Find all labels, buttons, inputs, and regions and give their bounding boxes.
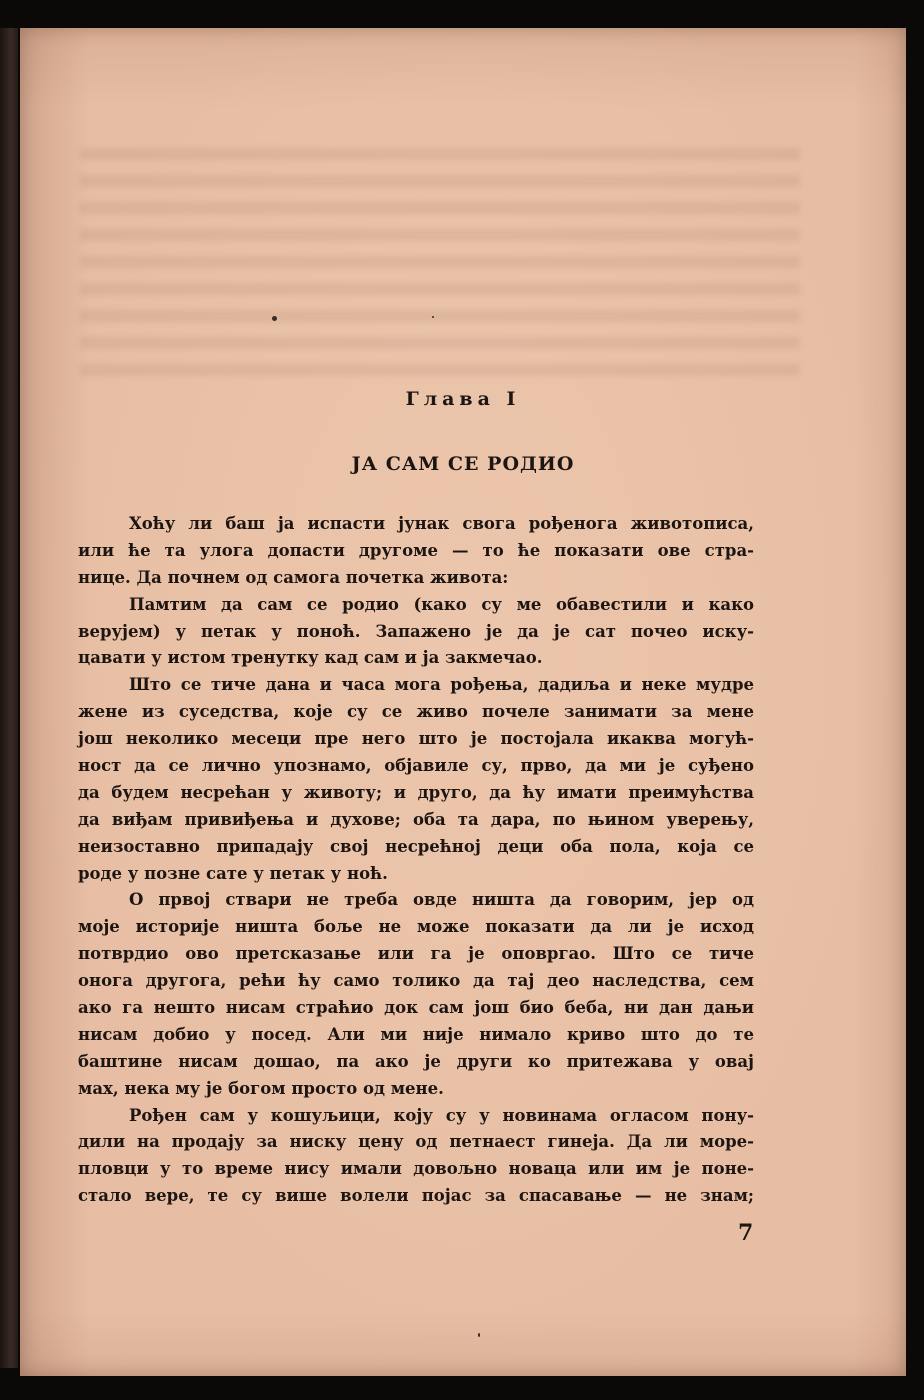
text-line: О првој ствари не треба овде ништа да говорим, јер од [129, 890, 754, 910]
body-text [78, 511, 754, 1210]
text-line: Рођен сам у кошуљици, коју су у новинама огласом пону- [129, 1105, 754, 1125]
text-line: нице. Да почнем од самога почетка живота: [78, 567, 509, 587]
paragraph [78, 1103, 754, 1211]
text-line: или ће та улога допасти другоме — то ће показати ове стра- [78, 540, 754, 560]
text-line: стало вере, те су више волели појас за спасавање — не знам; [78, 1186, 754, 1206]
paragraph [78, 887, 754, 1102]
text-line: баштине нисам дошао, па ако је други ко притежава у овај [78, 1051, 754, 1071]
text-line: да будем несрећан у животу; и друго, да ћу имати преимућства [78, 782, 754, 802]
text-line: Памтим да сам се родио (како су ме обавестили и како [129, 594, 754, 614]
text-line: потврдио ово претсказање или га је оповргао. Што се тиче [78, 944, 754, 964]
book-spine-edge [0, 28, 18, 1368]
text-line: жене из суседства, које су се живо почеле занимати за мене [78, 702, 754, 722]
page-number: 7 [738, 1220, 754, 1246]
bleed-through-text [80, 148, 800, 378]
paper-speck [432, 316, 434, 318]
text-line: нисам добио у посед. Али ми није нимало криво што до те [78, 1024, 754, 1044]
text-line: верујем) у петак у поноћ. Запажено је да је сат почео иску- [78, 621, 754, 641]
paragraph [78, 511, 754, 592]
chapter-title: ЈА САМ СЕ РОДИО [351, 453, 575, 475]
text-line: Хоћу ли баш ја испасти јунак свога рођенога животописа, [129, 514, 754, 533]
text-line: цавати у истом тренутку кад сам и ја закмечао. [78, 648, 543, 668]
text-line: Што се тиче дана и часа мога рођења, дадиља и неке мудре [129, 675, 754, 695]
book-page [20, 28, 906, 1376]
text-line: онога другога, рећи ћу само толико да тај део наследства, сем [78, 971, 754, 991]
text-line: још неколико месеци пре него што је постојала икаква могућ- [78, 729, 754, 749]
text-line: мах, нека му је богом просто од мене. [78, 1078, 444, 1098]
text-line: роде у позне сате у петак у ноћ. [78, 863, 388, 883]
text-line: пловци у то време нису имали довољно новаца или им је поне- [78, 1159, 754, 1179]
paragraph [78, 592, 754, 673]
chapter-label: Глава I [405, 388, 521, 410]
paper-speck [478, 1333, 480, 1337]
paper-speck [272, 316, 277, 321]
text-line: неизоставно припадају свој несрећној деци оба пола, која се [78, 836, 754, 856]
text-line: ност да се лично упознамо, објавиле су, прво, да ми је суђено [78, 756, 754, 776]
text-line: ако га нешто нисам страћио док сам још био беба, ни дан дањи [78, 998, 754, 1018]
text-line: да виђам привиђења и духове; оба та дара, по њином уверењу, [78, 809, 754, 829]
text-line: моје историје ништа боље не може показати да ли је исход [78, 917, 754, 937]
text-line: дили на продају за ниску цену од петнаест гинеја. Да ли море- [78, 1132, 754, 1152]
paragraph [78, 672, 754, 887]
